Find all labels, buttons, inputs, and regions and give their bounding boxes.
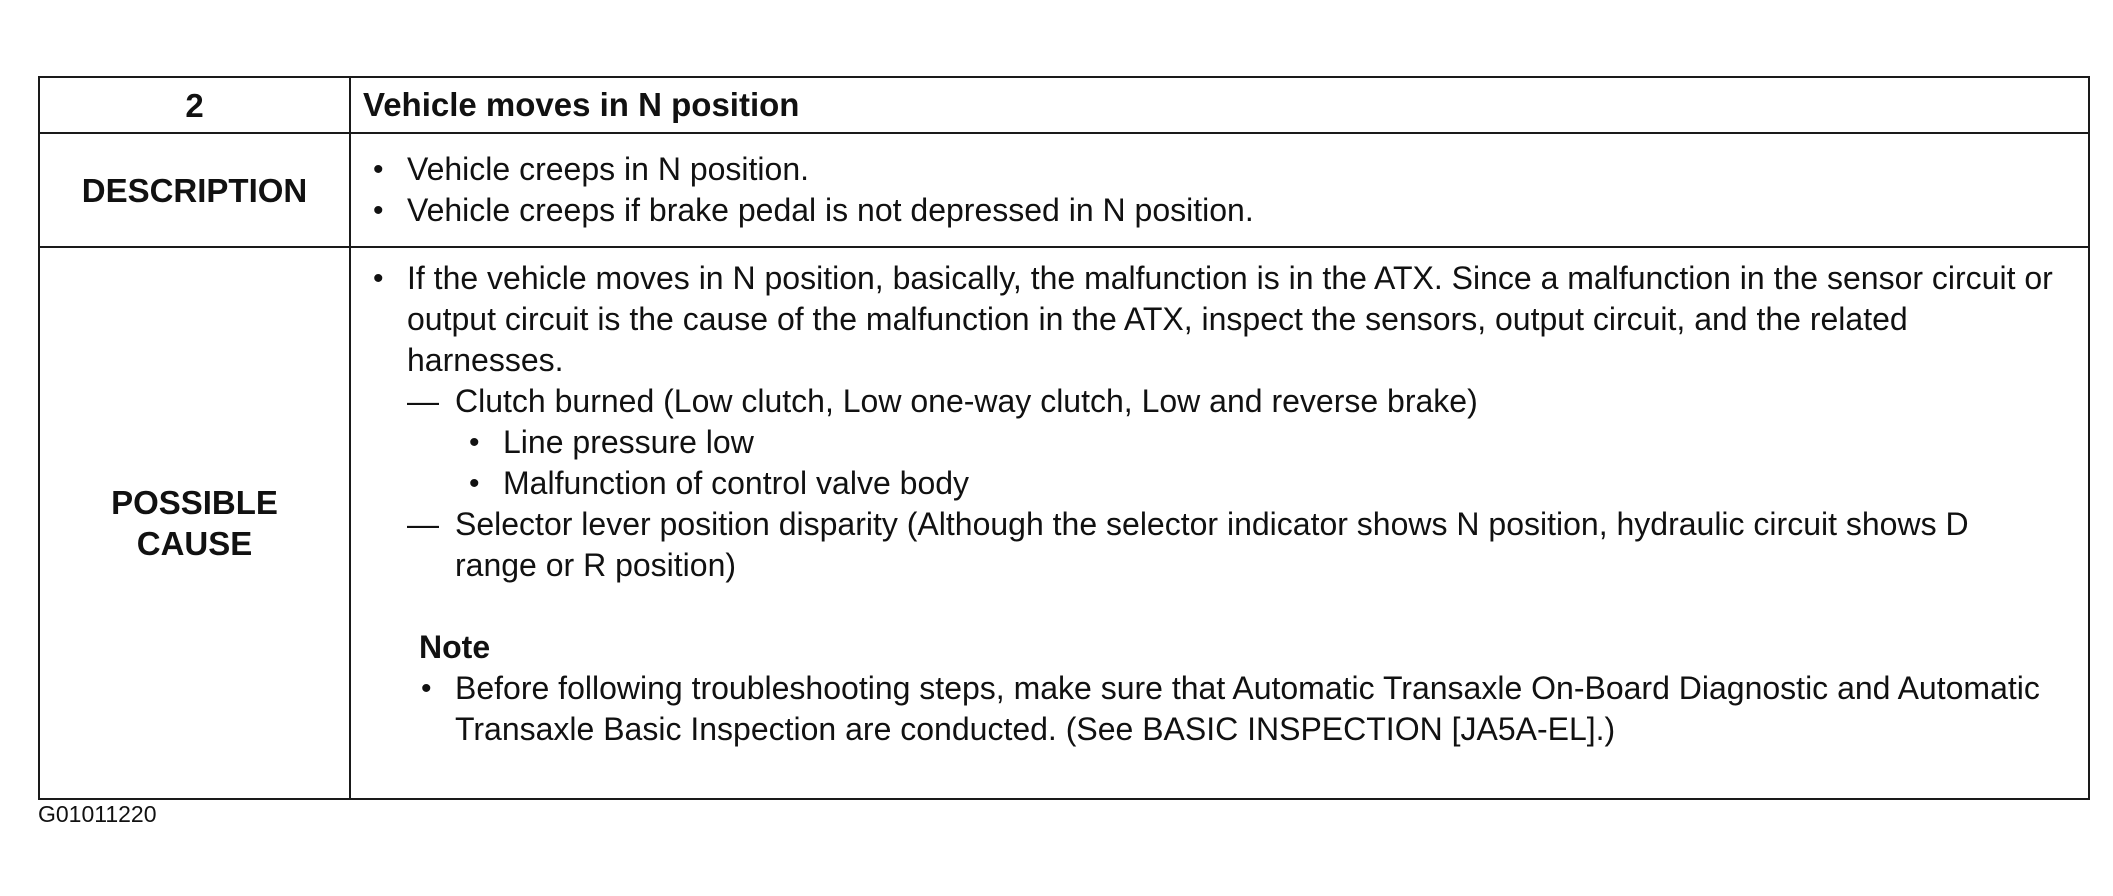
cause-sub-list: [351, 422, 2058, 504]
possible-cause-content: [350, 247, 2089, 799]
symptom-title: Vehicle moves in N position: [350, 77, 2089, 133]
possible-cause-row: [39, 247, 2089, 799]
possible-cause-label: [39, 247, 350, 799]
troubleshooting-table: [38, 76, 2090, 800]
dash-item-text: Selector lever position disparity (Although the selector indicator shows N position, hydraulic circuit shows D range or R position): [455, 506, 1969, 583]
note-block: [351, 627, 2058, 750]
step-number: 2: [39, 77, 350, 133]
description-list: [351, 149, 2088, 231]
dash-item-text: Clutch burned (Low clutch, Low one-way clutch, Low and reverse brake): [455, 383, 1478, 419]
cause-list: [351, 258, 2058, 381]
possible-cause-label-line: CAUSE: [136, 525, 253, 562]
header-row: [39, 77, 2089, 133]
cause-dash-item: [351, 504, 2058, 586]
dash-marker: —: [407, 506, 439, 542]
figure-id: G01011220: [38, 801, 157, 827]
description-item: • Vehicle creeps if brake pedal is not depressed in N position.: [351, 190, 2088, 231]
note-list: [351, 668, 2058, 750]
note-item: • Before following troubleshooting steps, make sure that Automatic Transaxle On-Board Diagnostic and Automatic Transaxle Basic Inspection are conducted. (See BASIC INSPECTION [JA5A-EL].): [351, 668, 2058, 750]
description-item: • Vehicle creeps in N position.: [351, 149, 2088, 190]
cause-dash-item: [351, 381, 2058, 422]
cause-main-bullet: • If the vehicle moves in N position, basically, the malfunction is in the ATX. Since a malfunction in the sensor circuit or output circuit is the cause of the malfunction in the ATX, inspect the sensors, output circuit, and the related harnesses.: [351, 258, 2058, 381]
cause-sub-item: • Malfunction of control valve body: [351, 463, 2058, 504]
possible-cause-label-line: POSSIBLE: [111, 484, 278, 521]
dash-marker: —: [407, 383, 439, 419]
description-row: [39, 133, 2089, 247]
note-heading: Note: [419, 629, 491, 665]
description-label: DESCRIPTION: [39, 133, 350, 247]
cause-sub-item: • Line pressure low: [351, 422, 2058, 463]
description-content: [350, 133, 2089, 247]
